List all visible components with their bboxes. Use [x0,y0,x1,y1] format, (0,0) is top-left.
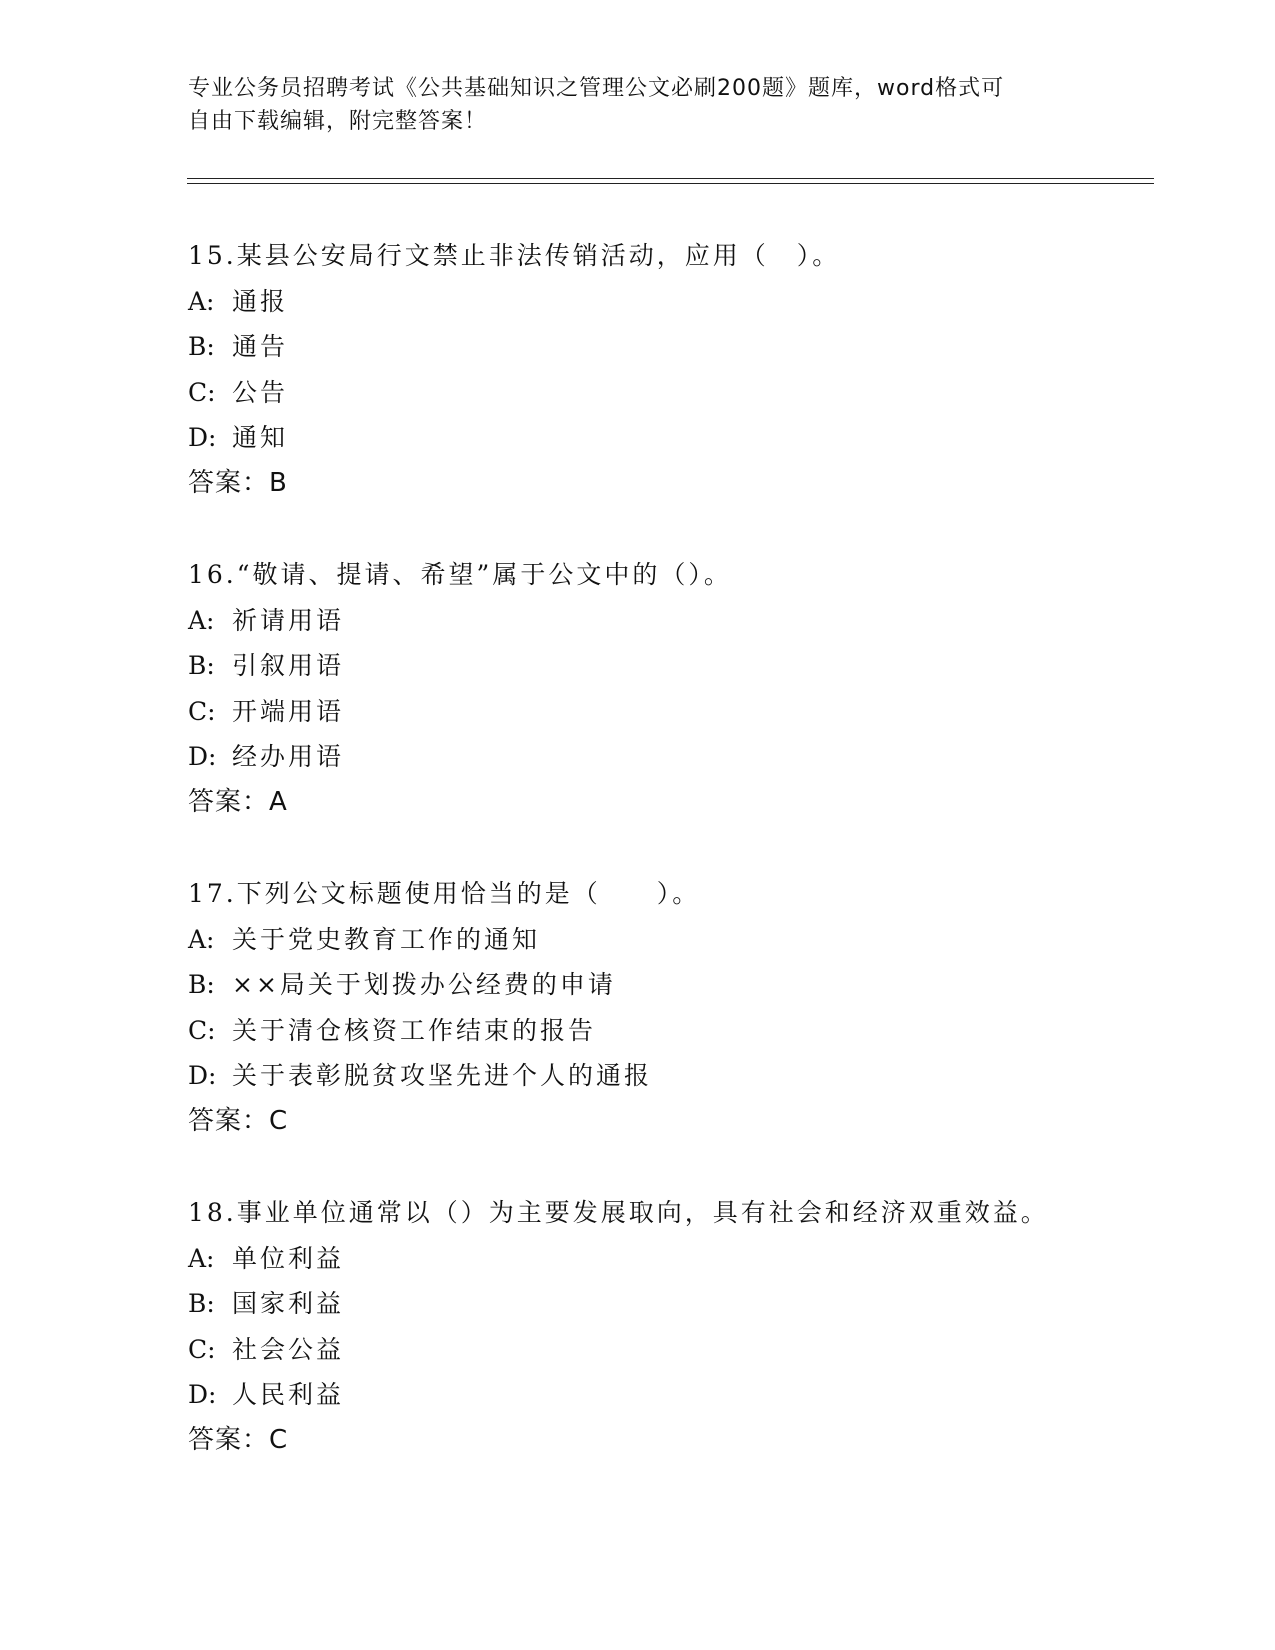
question-stem: 17.下列公文标题使用恰当的是（ ）。 [188,879,701,908]
option-letter: B: [188,332,215,361]
option-text: 单位利益 [232,1243,345,1273]
option-a [188,598,1148,644]
option-d [188,1372,1148,1418]
option-text: ××局关于划拨办公经费的申请 [232,970,616,999]
option-text: 公告 [232,377,289,407]
option-c [188,1327,1148,1373]
option-d [188,415,1148,461]
header-divider-bottom [187,183,1154,184]
option-text: 社会公益 [232,1334,345,1364]
option-letter: A: [188,286,215,316]
header-divider-top [187,178,1154,179]
question-16 [188,552,1148,825]
question-stem: 16.“敬请、提请、希望”属于公文中的（）。 [188,560,732,589]
question-15 [188,233,1148,506]
option-text: 人民利益 [232,1380,345,1409]
option-a [188,1236,1148,1282]
option-text: 通告 [232,332,289,361]
option-c [188,689,1148,735]
option-c [188,1008,1148,1054]
question-17 [188,871,1148,1144]
option-a [188,917,1148,963]
option-text: 开端用语 [232,696,345,726]
option-text: 祈请用语 [232,605,345,635]
option-b [188,324,1148,370]
answer-line: 答案：A [188,786,288,817]
option-text: 通知 [232,423,289,452]
option-letter: B: [188,651,215,680]
option-letter: D: [188,1380,217,1409]
option-b [188,1281,1148,1327]
option-letter: C: [188,1334,216,1364]
option-text: 通报 [232,286,289,316]
question-18 [188,1190,1148,1463]
question-stem: 15.某县公安局行文禁止非法传销活动，应用（ ）。 [188,241,841,270]
option-d [188,1053,1148,1099]
option-letter: A: [188,1243,215,1273]
option-text: 经办用语 [232,742,345,771]
document-header [188,72,1088,138]
option-letter: C: [188,696,216,726]
option-c [188,370,1148,416]
question-stem: 18.事业单位通常以（）为主要发展取向，具有社会和经济双重效益。 [188,1198,1049,1227]
answer-line: 答案：C [188,1105,289,1136]
option-letter: C: [188,377,216,407]
answer-line: 答案：C [188,1424,289,1455]
option-d [188,734,1148,780]
option-text: 关于党史教育工作的通知 [232,924,541,954]
option-text: 国家利益 [232,1289,345,1318]
option-letter: A: [188,605,215,635]
header-line-2: 自由下载编辑，附完整答案！ [188,109,488,134]
option-letter: A: [188,924,215,954]
option-b [188,962,1148,1008]
option-text: 引叙用语 [232,651,345,680]
header-line-1: 专业公务员招聘考试《公共基础知识之管理公文必刷200题》题库，word格式可 [188,76,1005,101]
option-text: 关于清仓核资工作结束的报告 [232,1015,597,1045]
option-letter: D: [188,423,217,452]
option-letter: B: [188,1289,215,1318]
option-b [188,643,1148,689]
option-a [188,279,1148,325]
option-letter: B: [188,970,215,999]
option-letter: D: [188,1061,217,1090]
option-letter: C: [188,1015,216,1045]
option-letter: D: [188,742,217,771]
answer-line: 答案：B [188,467,288,498]
option-text: 关于表彰脱贫攻坚先进个人的通报 [232,1061,653,1090]
